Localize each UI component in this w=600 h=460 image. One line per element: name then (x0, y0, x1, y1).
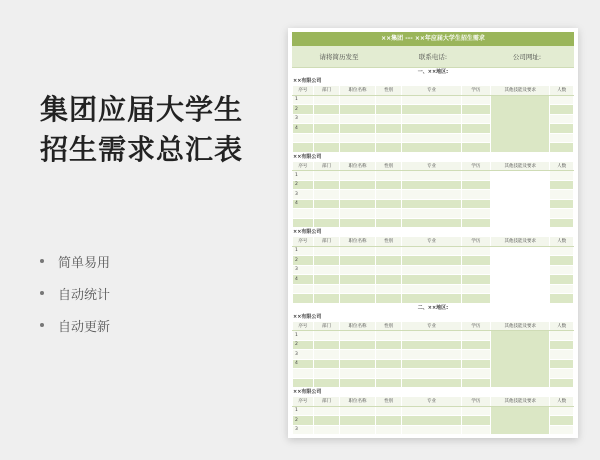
row-number-cell[interactable] (293, 143, 314, 153)
table-cell[interactable] (375, 340, 402, 350)
table-row (293, 406, 574, 416)
table-cell[interactable] (461, 133, 491, 143)
feature-label: 简单易用 (58, 255, 111, 271)
table-cell[interactable] (461, 199, 491, 209)
column-header: 人数 (550, 161, 574, 171)
table-cell[interactable] (313, 124, 340, 134)
table-cell[interactable] (461, 218, 491, 228)
column-header: 其他技能及要求 (491, 237, 550, 247)
column-header: 学历 (461, 237, 491, 247)
table-cell[interactable] (340, 190, 376, 200)
table-cell[interactable] (461, 143, 491, 153)
table-cell[interactable] (550, 359, 574, 369)
table-cell[interactable] (313, 171, 340, 181)
table-cell[interactable] (375, 95, 402, 105)
table-cell[interactable] (402, 406, 461, 416)
company-name: ××有限公司 (292, 228, 574, 236)
table-cell[interactable] (550, 246, 574, 256)
column-header: 人数 (550, 397, 574, 407)
row-number-cell[interactable]: 1 (293, 331, 314, 341)
requirements-cell[interactable] (491, 331, 550, 388)
table-cell[interactable] (550, 256, 574, 266)
table-cell[interactable] (340, 378, 376, 388)
table-cell[interactable] (313, 199, 340, 209)
promo-title-line2: 招生需求总汇表 (40, 133, 244, 166)
table-cell[interactable] (402, 294, 461, 304)
table-cell[interactable] (313, 246, 340, 256)
requirements-cell[interactable] (491, 246, 550, 303)
table-cell[interactable] (340, 350, 376, 360)
table-cell[interactable] (340, 143, 376, 153)
company-table (292, 396, 574, 435)
table-cell[interactable] (340, 209, 376, 219)
table-cell[interactable] (402, 95, 461, 105)
table-cell[interactable] (402, 284, 461, 294)
table-cell[interactable] (375, 190, 402, 200)
requirements-cell[interactable] (491, 171, 550, 228)
table-cell[interactable] (550, 218, 574, 228)
table-cell[interactable] (340, 406, 376, 416)
column-header: 性别 (375, 86, 402, 96)
table-cell[interactable] (402, 114, 461, 124)
table-cell[interactable] (375, 425, 402, 435)
table-cell[interactable] (313, 369, 340, 379)
table-cell[interactable] (461, 124, 491, 134)
table-cell[interactable] (461, 209, 491, 219)
region-header: 二、××地区: (292, 304, 574, 313)
table-cell[interactable] (375, 171, 402, 181)
table-cell[interactable] (402, 425, 461, 435)
table-cell[interactable] (375, 199, 402, 209)
promo-title-line1: 集团应届大学生 (40, 93, 244, 126)
column-header: 部门 (313, 237, 340, 247)
table-cell[interactable] (461, 369, 491, 379)
phone-label: 联系电话: (418, 53, 448, 61)
table-cell[interactable] (550, 171, 574, 181)
table-cell[interactable] (550, 133, 574, 143)
column-header: 序号 (293, 161, 314, 171)
column-header: 序号 (293, 86, 314, 96)
table-cell[interactable] (550, 265, 574, 275)
column-header: 职位名称 (340, 397, 376, 407)
table-cell[interactable] (461, 284, 491, 294)
table-cell[interactable] (375, 275, 402, 285)
table-cell[interactable] (313, 294, 340, 304)
table-cell[interactable] (550, 416, 574, 426)
column-header: 性别 (375, 161, 402, 171)
requirements-cell[interactable] (491, 95, 550, 152)
column-header: 其他技能及要求 (491, 86, 550, 96)
table-cell[interactable] (550, 275, 574, 285)
table-cell[interactable] (375, 114, 402, 124)
table-cell[interactable] (402, 143, 461, 153)
table-cell[interactable] (340, 95, 376, 105)
table-cell[interactable] (402, 218, 461, 228)
column-header: 学历 (461, 161, 491, 171)
table-cell[interactable] (550, 114, 574, 124)
column-header: 其他技能及要求 (491, 397, 550, 407)
column-header: 性别 (375, 397, 402, 407)
table-cell[interactable] (340, 246, 376, 256)
company-blocks (292, 68, 574, 435)
row-number-cell[interactable]: 2 (293, 340, 314, 350)
table-cell[interactable] (340, 199, 376, 209)
bullet-dot-icon (40, 291, 44, 295)
row-number-cell[interactable]: 3 (293, 190, 314, 200)
sheet-title: ××集团 --- ××年应届大学生招生需求 (292, 32, 574, 46)
table-cell[interactable] (550, 284, 574, 294)
table-cell[interactable] (402, 105, 461, 115)
table-cell[interactable] (461, 114, 491, 124)
column-header: 序号 (293, 237, 314, 247)
table-cell[interactable] (313, 284, 340, 294)
row-number-cell[interactable] (293, 369, 314, 379)
feature-list (40, 245, 280, 341)
table-cell[interactable] (461, 246, 491, 256)
table-row (293, 331, 574, 341)
column-header: 学历 (461, 397, 491, 407)
table-cell[interactable] (340, 218, 376, 228)
table-cell[interactable] (313, 350, 340, 360)
column-header: 学历 (461, 321, 491, 331)
table-cell[interactable] (375, 218, 402, 228)
column-header: 性别 (375, 321, 402, 331)
feature-item (40, 245, 280, 277)
table-cell[interactable] (550, 294, 574, 304)
bullet-dot-icon (40, 259, 44, 263)
table-cell[interactable] (340, 171, 376, 181)
table-cell[interactable] (402, 275, 461, 285)
promo-panel (40, 90, 280, 341)
table-cell[interactable] (375, 180, 402, 190)
table-row (293, 171, 574, 181)
table-cell[interactable] (313, 190, 340, 200)
table-cell[interactable] (550, 124, 574, 134)
column-header: 序号 (293, 397, 314, 407)
table-cell[interactable] (340, 256, 376, 266)
table-cell[interactable] (550, 95, 574, 105)
column-header: 专业 (402, 161, 461, 171)
table-cell[interactable] (375, 246, 402, 256)
row-number-cell[interactable] (293, 209, 314, 219)
table-cell[interactable] (340, 359, 376, 369)
table-cell[interactable] (402, 256, 461, 266)
table-cell[interactable] (313, 275, 340, 285)
column-header: 其他技能及要求 (491, 161, 550, 171)
table-cell[interactable] (402, 331, 461, 341)
feature-item (40, 277, 280, 309)
row-number-cell[interactable]: 3 (293, 425, 314, 435)
table-row (293, 246, 574, 256)
row-number-cell[interactable]: 2 (293, 180, 314, 190)
table-cell[interactable] (375, 406, 402, 416)
table-cell[interactable] (550, 143, 574, 153)
table-cell[interactable] (340, 294, 376, 304)
table-cell[interactable] (340, 180, 376, 190)
company-table (292, 161, 574, 229)
column-header: 其他技能及要求 (491, 321, 550, 331)
table-cell[interactable] (461, 105, 491, 115)
table-cell[interactable] (313, 340, 340, 350)
table-cell[interactable] (402, 378, 461, 388)
table-cell[interactable] (461, 294, 491, 304)
table-cell[interactable] (375, 284, 402, 294)
table-cell[interactable] (313, 95, 340, 105)
row-number-cell[interactable]: 1 (293, 171, 314, 181)
table-cell[interactable] (375, 256, 402, 266)
table-cell[interactable] (402, 199, 461, 209)
table-cell[interactable] (550, 199, 574, 209)
company-table (292, 85, 574, 153)
column-header: 部门 (313, 86, 340, 96)
table-cell[interactable] (375, 265, 402, 275)
table-cell[interactable] (461, 275, 491, 285)
table-cell[interactable] (402, 180, 461, 190)
column-header: 部门 (313, 397, 340, 407)
table-cell[interactable] (461, 265, 491, 275)
table-cell[interactable] (313, 209, 340, 219)
row-number-cell[interactable]: 1 (293, 246, 314, 256)
row-number-cell[interactable] (293, 284, 314, 294)
bullet-dot-icon (40, 323, 44, 327)
table-cell[interactable] (550, 209, 574, 219)
company-table (292, 321, 574, 389)
table-cell[interactable] (550, 425, 574, 435)
column-header: 专业 (402, 397, 461, 407)
table-cell[interactable] (402, 209, 461, 219)
table-cell[interactable] (550, 331, 574, 341)
table-cell[interactable] (375, 143, 402, 153)
row-number-cell[interactable] (293, 218, 314, 228)
column-header: 专业 (402, 237, 461, 247)
table-cell[interactable] (375, 378, 402, 388)
table-cell[interactable] (313, 218, 340, 228)
table-cell[interactable] (340, 425, 376, 435)
table-cell[interactable] (340, 331, 376, 341)
column-header: 职位名称 (340, 321, 376, 331)
table-cell[interactable] (402, 124, 461, 134)
company-name: ××有限公司 (292, 388, 574, 396)
row-number-cell[interactable]: 2 (293, 105, 314, 115)
table-cell[interactable] (402, 246, 461, 256)
table-cell[interactable] (550, 340, 574, 350)
table-cell[interactable] (402, 416, 461, 426)
row-number-cell[interactable]: 4 (293, 275, 314, 285)
table-cell[interactable] (340, 124, 376, 134)
table-cell[interactable] (461, 359, 491, 369)
table-cell[interactable] (375, 416, 402, 426)
table-cell[interactable] (461, 190, 491, 200)
table-cell[interactable] (550, 190, 574, 200)
table-cell[interactable] (340, 114, 376, 124)
row-number-cell[interactable]: 4 (293, 199, 314, 209)
table-cell[interactable] (550, 105, 574, 115)
table-cell[interactable] (375, 294, 402, 304)
table-cell[interactable] (313, 331, 340, 341)
column-header: 职位名称 (340, 237, 376, 247)
column-header: 职位名称 (340, 161, 376, 171)
table-cell[interactable] (375, 350, 402, 360)
table-cell[interactable] (461, 378, 491, 388)
table-cell[interactable] (375, 369, 402, 379)
table-cell[interactable] (402, 350, 461, 360)
row-number-cell[interactable]: 3 (293, 114, 314, 124)
table-cell[interactable] (461, 350, 491, 360)
feature-item (40, 309, 280, 341)
table-cell[interactable] (375, 133, 402, 143)
row-number-cell[interactable]: 4 (293, 124, 314, 134)
table-cell[interactable] (313, 378, 340, 388)
table-cell[interactable] (313, 359, 340, 369)
row-number-cell[interactable]: 2 (293, 256, 314, 266)
table-cell[interactable] (313, 406, 340, 416)
table-cell[interactable] (340, 133, 376, 143)
info-row (292, 46, 574, 68)
row-number-cell[interactable]: 1 (293, 406, 314, 416)
table-cell[interactable] (313, 114, 340, 124)
table-cell[interactable] (313, 265, 340, 275)
table-cell[interactable] (461, 416, 491, 426)
table-cell[interactable] (550, 406, 574, 416)
table-cell[interactable] (461, 425, 491, 435)
table-cell[interactable] (461, 171, 491, 181)
table-cell[interactable] (461, 406, 491, 416)
table-cell[interactable] (340, 416, 376, 426)
table-cell[interactable] (313, 425, 340, 435)
column-header: 专业 (402, 321, 461, 331)
table-cell[interactable] (402, 190, 461, 200)
table-cell[interactable] (313, 416, 340, 426)
table-row (293, 95, 574, 105)
table-cell[interactable] (375, 209, 402, 219)
table-cell[interactable] (340, 275, 376, 285)
table-cell[interactable] (461, 256, 491, 266)
feature-label: 自动更新 (58, 319, 111, 335)
table-cell[interactable] (402, 340, 461, 350)
table-cell[interactable] (461, 95, 491, 105)
row-number-cell[interactable] (293, 133, 314, 143)
table-cell[interactable] (402, 359, 461, 369)
row-number-cell[interactable]: 1 (293, 95, 314, 105)
table-cell[interactable] (340, 265, 376, 275)
table-cell[interactable] (340, 369, 376, 379)
region-header: 一、××地区: (292, 68, 574, 77)
table-cell[interactable] (375, 124, 402, 134)
table-cell[interactable] (375, 331, 402, 341)
company-name: ××有限公司 (292, 153, 574, 161)
table-cell[interactable] (550, 378, 574, 388)
row-number-cell[interactable]: 2 (293, 416, 314, 426)
table-cell[interactable] (461, 340, 491, 350)
row-number-cell[interactable] (293, 378, 314, 388)
column-header: 性别 (375, 237, 402, 247)
spreadsheet-preview (288, 28, 578, 438)
company-table (292, 236, 574, 304)
website-label: 公司网址: (512, 53, 542, 61)
table-cell[interactable] (375, 359, 402, 369)
feature-label: 自动统计 (58, 287, 111, 303)
column-header: 人数 (550, 237, 574, 247)
promo-title (40, 90, 280, 170)
column-header: 序号 (293, 321, 314, 331)
column-header: 人数 (550, 86, 574, 96)
table-cell[interactable] (402, 369, 461, 379)
table-cell[interactable] (461, 180, 491, 190)
table-cell[interactable] (550, 350, 574, 360)
column-header: 部门 (313, 321, 340, 331)
table-cell[interactable] (313, 133, 340, 143)
column-header: 人数 (550, 321, 574, 331)
table-cell[interactable] (313, 143, 340, 153)
table-cell[interactable] (402, 171, 461, 181)
table-cell[interactable] (550, 180, 574, 190)
row-number-cell[interactable]: 3 (293, 265, 314, 275)
requirements-cell[interactable] (491, 406, 550, 435)
table-cell[interactable] (375, 105, 402, 115)
row-number-cell[interactable]: 4 (293, 359, 314, 369)
column-header: 学历 (461, 86, 491, 96)
table-cell[interactable] (550, 369, 574, 379)
table-cell[interactable] (313, 105, 340, 115)
column-header: 专业 (402, 86, 461, 96)
table-cell[interactable] (340, 105, 376, 115)
company-name: ××有限公司 (292, 313, 574, 321)
column-header: 职位名称 (340, 86, 376, 96)
table-cell[interactable] (340, 340, 376, 350)
table-cell[interactable] (461, 331, 491, 341)
table-cell[interactable] (402, 265, 461, 275)
table-cell[interactable] (340, 284, 376, 294)
table-cell[interactable] (313, 256, 340, 266)
row-number-cell[interactable] (293, 294, 314, 304)
table-cell[interactable] (402, 133, 461, 143)
row-number-cell[interactable]: 3 (293, 350, 314, 360)
table-cell[interactable] (313, 180, 340, 190)
resume-email-label: 请将简历发至 (319, 53, 359, 61)
column-header: 部门 (313, 161, 340, 171)
company-name: ××有限公司 (292, 77, 574, 85)
